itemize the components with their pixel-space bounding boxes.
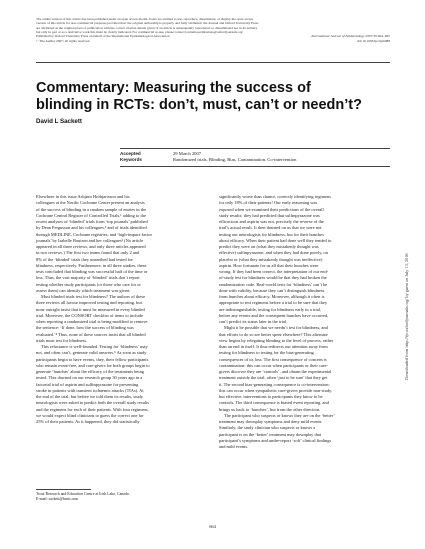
body-text-line: testing for blindness to testing for the bias-generating (219, 350, 314, 356)
body-text-line: and the regimens for each of their patients. With four regimens, (36, 406, 149, 412)
body-text-line: contamination: this can occur when participants or their care- (219, 362, 328, 368)
body-text-line: Must blinded trials test for blindness? The authors of these (41, 294, 146, 299)
article-title (36, 80, 390, 114)
body-text-line: participant is on the ‘better’ treatment may downplay that (219, 431, 322, 437)
meta-keywords (120, 157, 390, 163)
author-affiliation (36, 492, 207, 503)
body-text-line: Elsewhere in this issue Asbjørn Hróbjartsson and his (36, 194, 130, 199)
header-divider (36, 62, 390, 63)
body-text-line: who remain event-free, and care-givers for both groups begin to (36, 362, 150, 368)
body-text-line: about efficacy. When their patient had done well they tended to (219, 237, 332, 243)
notice-line: The online version of this article has been published under an open access model. Users are entitled to use, reproduce, disseminate, or display the open access (36, 17, 253, 21)
body-text-line: participants begin to have events, they, their fellow participants (36, 356, 149, 362)
body-text-line: givers discover they are ‘controls’, and obtain the experimental (219, 369, 332, 374)
body-text-line: from hunches about efficacy. Moreover, although it often is (219, 294, 325, 299)
body-text-line: three reviews all favour improved testing and reporting, but (36, 300, 142, 306)
body-text-line: placebo or (what they mistakenly thought was ineffective) (219, 256, 323, 262)
body-text-line: can’t predict its status later in the trial. (219, 319, 288, 324)
body-text-line: that efforts to do so are better spent elsewhere? This alternate (219, 331, 328, 337)
body-text-line: the end of the trial, but before we told them its results, study (36, 394, 143, 399)
body-text-line: than an end in itself. It thus redirects our attention away from (219, 344, 328, 349)
title-line: blinding in RCTs: don’t, must, can’t or needn’t? (36, 97, 362, 113)
body-text-line: Might it be possible that we needn’t test for blindness, and (224, 325, 328, 331)
body-text-line: less. Thus, the vast majority of ‘blinded’ trials don’t report (36, 275, 140, 281)
body-text-line: aspirin. How fortunate for us all that their hunches were (219, 262, 319, 268)
meta-value: Randomized trials, Blinding, Bias, Contamination, Co-intervention (173, 157, 297, 163)
body-text-line: done with validity, because they can’t distinguish blindness (219, 287, 325, 293)
notice-line: but only in part or as a derivative work this must be clearly indicated. For commercial re-use, please contact journals.permissions@oxfordjournals.org (36, 30, 243, 35)
body-text-line: none outright insist that it must be measured in every blinded (36, 306, 145, 312)
body-text-line: study results: they had predicted that sulfinpyrazone was (219, 212, 320, 218)
meta-key: Accepted (120, 151, 141, 156)
body-text-line: but effective, interventions to participants they know to be (219, 394, 323, 399)
body-text-line: Cochrane Central Register of Controlled Trials,¹ adding to the (36, 212, 146, 218)
notice-line: are attributed as the original place of publication with the correct citation details given; if an article is subsequently reproduced or disseminated not in its entirety (36, 25, 258, 30)
body-text-line: before any events and the consequent hunches have occurred, (219, 312, 329, 318)
body-text-line: blindness, respectively. Furthermore, in all three studies, these (36, 262, 147, 268)
body-text-line: factorial trial of aspirin and sulfinpyrazone for preventing (36, 381, 139, 387)
download-notice: Downloaded from http://ije.oxfordjournals.org/ by guest on July 13, 2016 (404, 253, 409, 380)
body-text-line: significantly worse than chance, correctly identifying regimens (219, 194, 332, 199)
body-text-line: it. The second bias-generating consequence is co-intervention: (219, 381, 330, 387)
doi: doi:10.1093/ije/dym088 (356, 38, 390, 43)
copyright: © The Author 2007; all rights reserved. (36, 38, 91, 43)
affiliation: Trout Research and Education Centre at Irish Lake, Canada. (36, 492, 130, 496)
body-text-line: are indistinguishable, testing for blindness early in a trial, (219, 306, 322, 312)
body-text-line: for only 18% of their patients! Our early reasoning was (219, 200, 318, 206)
body-column-right (219, 194, 390, 450)
body-text-line: not, and often can’t, generate valid answers.⁵ As soon as study (36, 350, 147, 356)
body-text-line: tests concluded that blinding was successful half of the time or (36, 269, 148, 274)
body-text-line: the sentence: ‘If done, how the success of blinding was (36, 325, 134, 331)
body-text-line: controls. The third consequence is biased event reporting, and (219, 400, 329, 406)
body-text-line: evaluated.’⁴ Thus, none of these sources insist that all blinded (36, 331, 146, 337)
body-text-line: predict they were on (what they mistakenly thought was (219, 244, 319, 249)
body-text-line: treatment outside the trial, often ‘just to be sure’ that they get (219, 375, 328, 381)
body-text-line: in two reviews.) The first two teams found that only 2 and (36, 250, 140, 256)
body-text-line: The participant who suspects or knows they are on the ‘better’ (224, 412, 335, 418)
body-text-line: when reporting a randomized trial is being modified to remove (36, 319, 148, 324)
body-text-line: testing whether study participants (or those who care for or (36, 281, 141, 287)
body-text-line: recent analyses of ‘blinded’ trials from ‘top journals’ published (36, 219, 148, 224)
body-text-line: assess them) can identify which treatment was given. (36, 287, 131, 293)
body-text-line: This reluctance is well-founded. Testing for ‘blindness’ may (41, 344, 148, 349)
body-text-line: appropriate to test regimens before a trial to be sure that they (219, 300, 328, 306)
open-access-notice (36, 17, 390, 43)
body-text-line: Similarly, the study clinician who suspects or knows a (219, 425, 316, 431)
journal-reference: International Journal of Epidemiology 2007;36:664–665 (311, 34, 390, 39)
publisher-line: Published by Oxford University Press on behalf of the International Epidemiological Association (36, 34, 170, 39)
body-text-line: generate ‘hunches’ about the efficacy of the treatments being (36, 369, 145, 374)
page-number: 664 (209, 524, 216, 529)
body-text-line: 25% of their patients. As it happened, they did statistically (36, 419, 140, 424)
article-meta (120, 151, 390, 164)
meta-top-rule (120, 148, 390, 149)
body-text-line: efficacious and aspirin was not, precisely the reverse of the (219, 219, 324, 224)
body-text-line: through MEDLINE, Cochrane registries, and ‘high-impact-factor (36, 231, 152, 237)
body-text-line: journals’ by Isabelle Boutron and her colleagues³ (No article (36, 237, 144, 243)
title-line: Commentary: Measuring the success of (36, 80, 311, 96)
body-text-line: appeared in all three reviews, and only three articles appeared (36, 244, 146, 249)
body-text-line: trial’s actual result. It then dawned on us that we were not (219, 225, 322, 231)
body-text-line: neurologists were asked to predict both the overall study results (36, 400, 150, 406)
email: E-mail: sackett@bmts.com (36, 497, 79, 502)
body-text-line: tested. This dawned on our research group 30 years ago in a (36, 375, 143, 381)
body-text-line: we would expect blind clinicians to guess the correct one for (36, 412, 144, 418)
body-text-line: trial. Moreover, the CONSORT checklist of items to include (36, 312, 143, 318)
body-text-line: view begins by relegating blinding to the level of process, rather (219, 337, 334, 343)
body-text-line: stroke in patients with transient ischaemic attacks (TIAs). At (36, 387, 144, 393)
body-text-line: of the success of blinding in a random sample of entries in the (36, 206, 147, 212)
body-text-line: colleagues at the Nordic Cochrane Center present an analysis (36, 200, 145, 206)
body-text-line: 8% of the ‘blinded’ trials they unearthed had tested for (36, 256, 133, 262)
body-text-line: trials must test for blindness. (36, 337, 88, 343)
body-text-line: randomization code. Real-world tests for ‘blindness’ can’t be (219, 281, 328, 287)
notice-line: version of this article for non-commercial purposes provided that: the original authorship is properly and fully attributed; the Journal and Oxford University Press (36, 21, 259, 26)
body-text-line: wrong. If they had been correct, the interpretation of our end- (219, 269, 329, 274)
body-text-line: testing our neurologists for blindness, but for their hunches (219, 231, 324, 237)
body-text-line: by Dean Fergusson and his colleagues,² and of trials identified (36, 225, 147, 231)
body-text-line: and mild events. (219, 444, 249, 449)
meta-key: Keywords (120, 157, 142, 163)
author-name: David L Sackett (36, 118, 82, 125)
body-text-line: treatment may downplay symptoms and deny mild events. (219, 419, 323, 424)
meta-bottom-rule (120, 166, 390, 167)
copyright-row (36, 39, 390, 43)
body-column-left (36, 194, 207, 425)
footnote-rule (36, 489, 91, 490)
body-text-line: effective) sulfinpyrazone, and when they had done poorly, on (219, 250, 328, 256)
body-text-line: of-study test for blindness would be that they had broken the (219, 275, 327, 281)
body-text-line: this can occur when sympathetic care-givers provide non-study, (219, 387, 333, 393)
body-text-line: participant’s symptoms and under-report ‘soft’ clinical findings (219, 437, 332, 443)
meta-value: 29 March 2007 (173, 151, 202, 156)
body-text-line: brings us back to ‘hunches’, but from the other direction. (219, 406, 321, 412)
body-text-line: exposed when we examined their predictions of the overall (219, 206, 324, 212)
body-text-line: consequences of its loss. The first consequence of concern is (219, 356, 327, 362)
